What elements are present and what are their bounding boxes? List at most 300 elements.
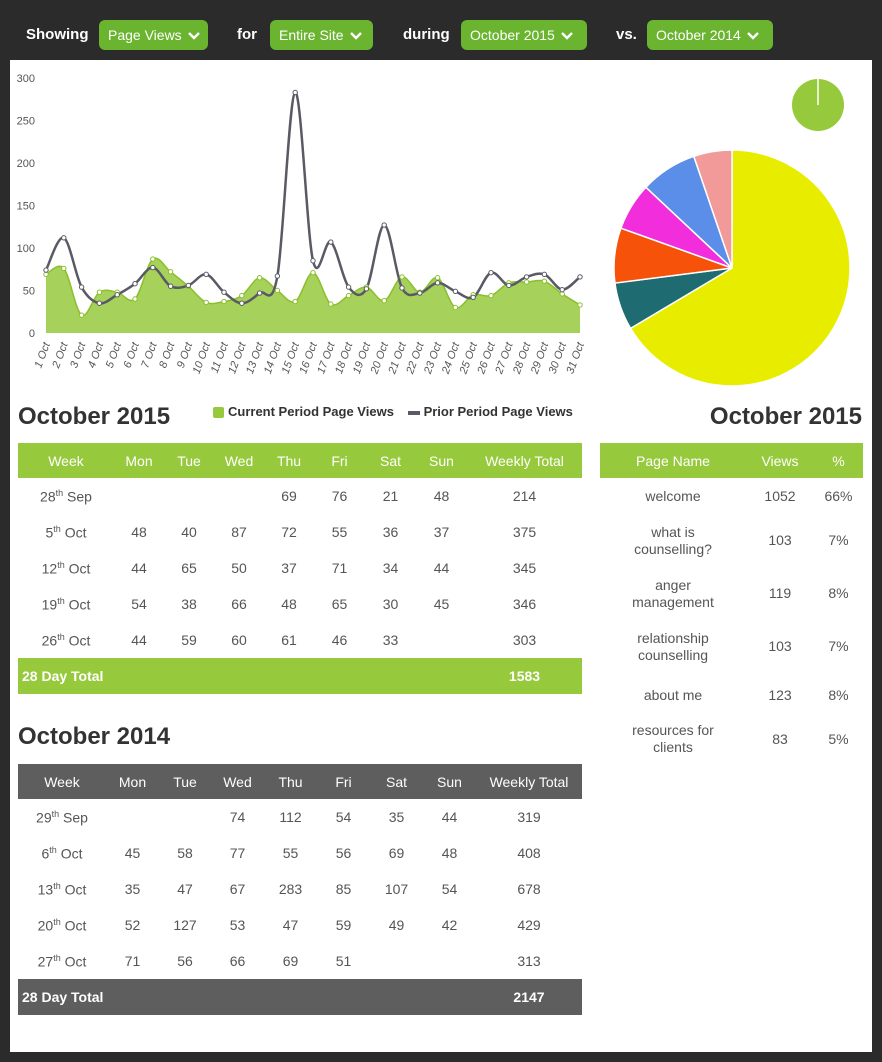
x-tick-label: 7 Oct — [139, 340, 160, 370]
current-point — [257, 276, 261, 280]
weekly-total-cell: 214 — [512, 488, 537, 504]
prior-point — [453, 289, 457, 293]
week-day-suffix: th — [53, 523, 61, 534]
week-month: Oct — [64, 881, 87, 898]
x-tick-label: 26 Oct — [475, 340, 498, 376]
day-cell: 42 — [441, 917, 458, 933]
period-dropdown-label: October 2015 — [470, 27, 555, 43]
day-cell: 40 — [181, 524, 197, 540]
prior-point — [329, 240, 333, 244]
dashboard-panel — [10, 60, 872, 1052]
prior-point — [97, 301, 101, 305]
chevron-down-icon — [561, 21, 573, 51]
page-views-cell: 103 — [768, 638, 792, 654]
day-cell: 36 — [382, 524, 399, 540]
x-tick-label: 1 Oct — [32, 340, 53, 370]
total-row — [18, 979, 582, 1015]
page-pct-cell: 5% — [828, 730, 849, 747]
day-cell: 74 — [229, 809, 246, 825]
week-day: 5 — [45, 524, 54, 541]
day-cell: 54 — [131, 596, 147, 612]
prior-point — [204, 272, 208, 276]
x-tick-label: 29 Oct — [528, 340, 552, 376]
page-views-cell: 119 — [768, 585, 792, 601]
x-tick-label: 3 Oct — [68, 340, 89, 370]
day-cell: 65 — [331, 596, 348, 612]
table-row — [18, 514, 582, 550]
x-tick-label: 10 Oct — [190, 340, 214, 376]
table-row — [18, 943, 582, 979]
prior-point — [560, 287, 564, 291]
current-point — [346, 293, 350, 297]
y-tick-label: 200 — [16, 158, 35, 170]
day-cell: 56 — [335, 845, 352, 861]
y-tick-label: 0 — [28, 328, 35, 340]
column-header: Page Name — [600, 443, 746, 478]
week-month: Sep — [63, 809, 88, 826]
current-point — [524, 280, 528, 284]
table-row — [600, 673, 863, 717]
day-cell: 35 — [388, 809, 405, 825]
week-day-suffix: th — [57, 559, 65, 570]
table-row — [18, 799, 582, 835]
week-cell — [18, 835, 106, 871]
week-day-suffix: th — [53, 880, 61, 891]
column-header: Mon — [106, 764, 159, 799]
current-point — [400, 275, 404, 279]
day-cell: 48 — [433, 488, 450, 504]
column-header: Sun — [416, 443, 467, 478]
week-day: 12 — [41, 560, 58, 577]
x-tick-label: 9 Oct — [174, 340, 196, 370]
page-views-cell: 123 — [768, 686, 792, 703]
day-cell: 76 — [331, 488, 348, 504]
day-cell: 55 — [331, 524, 348, 540]
prior-point — [133, 282, 137, 286]
x-tick-label: 6 Oct — [121, 340, 142, 370]
week-day-suffix: th — [49, 844, 57, 855]
day-cell: 69 — [388, 845, 405, 861]
week-month: Oct — [60, 845, 83, 862]
current-point — [293, 299, 297, 303]
day-cell: 44 — [433, 560, 450, 576]
prior-point — [400, 286, 404, 290]
day-cell: 66 — [229, 953, 246, 969]
x-tick-label: 15 Oct — [279, 340, 303, 376]
table-row — [18, 478, 582, 514]
y-tick-label: 250 — [16, 115, 35, 128]
week-cell — [18, 799, 106, 835]
day-cell: 21 — [382, 488, 399, 504]
prior-point — [418, 291, 422, 295]
week-day: 6 — [41, 845, 50, 862]
day-cell: 48 — [441, 845, 458, 861]
page-pct-cell: 7% — [828, 638, 849, 654]
total-label: 28 Day Total — [18, 658, 467, 694]
day-cell: 71 — [331, 560, 348, 576]
day-cell: 56 — [177, 953, 193, 969]
y-tick-label: 50 — [22, 285, 35, 298]
prior-period-heading: October 2014 — [18, 723, 171, 750]
page-views-table — [600, 443, 863, 761]
table-row — [600, 514, 863, 567]
x-tick-label: 14 Oct — [261, 340, 285, 376]
weekly-total-cell: 303 — [512, 632, 537, 648]
current-point — [329, 302, 333, 306]
total-row — [18, 658, 582, 694]
current-point — [44, 272, 48, 276]
day-cell: 37 — [433, 524, 450, 540]
column-header: Sat — [370, 764, 423, 799]
week-day: 27 — [37, 953, 54, 970]
x-tick-label: 11 Oct — [208, 340, 231, 375]
prior-point — [186, 283, 190, 287]
table-row — [18, 835, 582, 871]
chevron-down-icon — [188, 21, 200, 51]
prior-point — [44, 268, 48, 272]
table-row — [18, 586, 582, 622]
day-cell: 69 — [281, 488, 297, 504]
week-cell — [18, 514, 114, 550]
page-views-cell: 1052 — [764, 487, 796, 504]
page-views-cell: 83 — [772, 730, 788, 747]
week-month: Oct — [64, 524, 87, 541]
day-cell: 48 — [281, 596, 297, 612]
table-row — [600, 717, 863, 761]
y-tick-label: 300 — [16, 73, 35, 85]
legend-swatch-current — [213, 407, 224, 418]
day-cell: 65 — [181, 560, 197, 576]
current-point — [79, 313, 83, 317]
current-period-table — [18, 443, 582, 694]
weekly-total-cell: 319 — [517, 809, 541, 825]
prior-point — [275, 274, 279, 278]
prior-point — [578, 275, 582, 279]
showing-label: Showing — [26, 26, 89, 43]
page-views-cell: 103 — [768, 532, 792, 548]
week-cell — [18, 586, 114, 622]
day-cell — [214, 478, 264, 514]
current-period-area — [46, 258, 580, 333]
current-point — [222, 299, 226, 303]
week-cell — [18, 871, 106, 907]
day-cell: 45 — [124, 845, 141, 861]
table-row — [18, 907, 582, 943]
current-point — [542, 279, 546, 283]
page-name-cell: what is counselling? — [634, 523, 712, 557]
prior-point — [542, 272, 546, 276]
day-cell: 52 — [124, 917, 141, 933]
scope-dropdown-label: Entire Site — [279, 27, 344, 43]
week-day-suffix: th — [51, 808, 60, 819]
x-tick-label: 2 Oct — [50, 340, 71, 370]
day-cell: 44 — [131, 560, 147, 576]
current-point — [275, 288, 279, 292]
column-header: Wed — [214, 443, 264, 478]
week-month: Oct — [64, 917, 87, 934]
weekly-total-cell: 375 — [512, 524, 537, 540]
x-tick-label: 30 Oct — [546, 340, 570, 376]
week-month: Oct — [68, 632, 91, 649]
table-row — [600, 567, 863, 620]
column-header: Fri — [314, 443, 365, 478]
day-cell: 67 — [229, 881, 246, 897]
page-pct-cell: 8% — [828, 585, 849, 601]
page-name-cell: about me — [643, 686, 703, 703]
period-dropdown[interactable] — [461, 20, 587, 50]
week-day-suffix: th — [53, 952, 61, 963]
prior-point — [311, 259, 315, 263]
prior-period-table — [18, 764, 582, 1015]
page-name-cell: welcome — [645, 487, 701, 504]
week-day: 13 — [37, 881, 54, 898]
day-cell: 30 — [382, 596, 399, 612]
week-day: 28 — [40, 488, 56, 505]
week-day-suffix: th — [53, 916, 61, 927]
week-day-suffix: th — [57, 631, 65, 642]
metric-dropdown[interactable] — [99, 20, 208, 50]
x-tick-label: 28 Oct — [511, 340, 534, 376]
x-tick-label: 19 Oct — [350, 340, 374, 376]
week-month: Oct — [68, 560, 91, 577]
day-cell: 58 — [177, 845, 193, 861]
x-tick-label: 13 Oct — [244, 340, 267, 376]
prior-point — [79, 285, 83, 289]
page-pct-cell: 7% — [828, 532, 849, 548]
column-header: Thu — [264, 764, 317, 799]
current-point — [311, 270, 315, 274]
current-point — [578, 303, 582, 307]
current-point — [382, 299, 386, 303]
week-month: Sep — [67, 488, 92, 505]
day-cell: 59 — [335, 917, 352, 933]
y-tick-label: 100 — [16, 243, 35, 255]
week-cell — [18, 622, 114, 658]
prior-point — [293, 90, 297, 94]
current-point — [133, 297, 137, 301]
weekly-total-cell: 345 — [512, 560, 537, 576]
day-cell: 46 — [331, 632, 348, 648]
prior-point — [382, 223, 386, 227]
day-cell: 66 — [231, 596, 247, 612]
x-tick-label: 24 Oct — [439, 340, 463, 376]
day-cell: 87 — [231, 524, 247, 540]
week-day: 19 — [41, 596, 58, 613]
table-row — [18, 622, 582, 658]
prior-point — [507, 283, 511, 287]
day-cell — [423, 943, 476, 979]
y-tick-label: 150 — [16, 200, 35, 213]
column-header: Tue — [164, 443, 214, 478]
day-cell: 69 — [282, 953, 299, 969]
day-cell — [416, 622, 467, 658]
for-label: for — [237, 26, 257, 43]
weekly-total-cell: 346 — [512, 596, 537, 612]
weekly-total-cell: 313 — [517, 953, 541, 969]
day-cell: 35 — [124, 881, 141, 897]
legend-prior: Prior Period Page Views — [423, 404, 573, 419]
page-name-cell: anger management — [632, 576, 714, 610]
day-cell: 72 — [281, 524, 297, 540]
x-tick-label: 21 Oct — [386, 340, 409, 376]
current-point — [435, 276, 439, 280]
current-point — [240, 293, 244, 297]
day-cell: 47 — [177, 881, 193, 897]
current-point — [453, 305, 457, 309]
prior-point — [151, 265, 155, 269]
day-cell: 47 — [282, 917, 299, 933]
x-tick-label: 27 Oct — [493, 340, 516, 376]
during-label: during — [403, 26, 450, 43]
x-tick-label: 17 Oct — [315, 340, 338, 376]
scope-dropdown[interactable] — [270, 20, 373, 50]
column-header: Weekly Total — [476, 764, 582, 799]
day-cell: 33 — [382, 632, 399, 648]
week-day-suffix: th — [57, 595, 65, 606]
week-cell — [18, 907, 106, 943]
column-header: Week — [18, 764, 106, 799]
day-cell: 48 — [131, 524, 147, 540]
prior-point — [222, 290, 226, 294]
current-point — [204, 300, 208, 304]
day-cell: 54 — [335, 809, 352, 825]
table-row — [18, 871, 582, 907]
week-month: Oct — [64, 953, 87, 970]
day-cell: 37 — [281, 560, 297, 576]
weekly-total-cell: 408 — [517, 845, 541, 861]
week-day: 26 — [41, 632, 58, 649]
current-point — [62, 266, 66, 270]
column-header: % — [814, 443, 863, 478]
week-day: 20 — [37, 917, 54, 934]
column-header: Fri — [317, 764, 370, 799]
x-tick-label: 25 Oct — [457, 340, 481, 376]
week-month: Oct — [68, 596, 91, 613]
day-cell: 71 — [124, 953, 141, 969]
current-period-heading: October 2015 — [18, 403, 171, 430]
prior-point — [240, 301, 244, 305]
day-cell — [114, 478, 164, 514]
current-point — [560, 292, 564, 296]
column-header: Tue — [159, 764, 211, 799]
table-row — [600, 620, 863, 673]
x-tick-label: 5 Oct — [103, 340, 125, 370]
total-value: 2147 — [476, 979, 582, 1015]
week-cell — [18, 943, 106, 979]
legend-current: Current Period Page Views — [228, 404, 394, 419]
legend-swatch-prior — [408, 411, 420, 415]
week-day: 29 — [36, 809, 52, 826]
current-point — [151, 257, 155, 261]
filter-bar — [0, 0, 882, 60]
metric-dropdown-label: Page Views — [108, 27, 182, 43]
column-header: Wed — [211, 764, 264, 799]
vs-label: vs. — [616, 26, 637, 43]
prior-point — [168, 284, 172, 288]
x-tick-label: 20 Oct — [368, 340, 392, 376]
x-tick-label: 23 Oct — [422, 340, 445, 376]
day-cell: 44 — [131, 632, 147, 648]
prior-point — [364, 287, 368, 291]
week-day-suffix: th — [55, 487, 64, 498]
week-cell — [18, 550, 114, 586]
prior-point — [62, 236, 66, 240]
x-tick-label: 18 Oct — [333, 340, 356, 376]
weekly-total-cell: 678 — [517, 881, 541, 897]
compare-period-dropdown[interactable] — [647, 20, 773, 50]
day-cell: 51 — [335, 953, 352, 969]
column-header: Week — [18, 443, 114, 478]
day-cell: 283 — [278, 881, 303, 897]
page-pct-cell: 66% — [824, 487, 853, 504]
pages-heading: October 2015 — [709, 403, 862, 430]
column-header: Sun — [423, 764, 476, 799]
day-cell — [106, 799, 159, 835]
table-row — [600, 478, 863, 514]
day-cell — [159, 799, 211, 835]
page-pct-cell: 8% — [828, 686, 849, 703]
day-cell: 77 — [229, 845, 246, 861]
prior-point — [257, 291, 261, 295]
column-header: Weekly Total — [467, 443, 582, 478]
day-cell: 34 — [382, 560, 399, 576]
daily-views-chart — [10, 60, 872, 400]
day-cell: 38 — [181, 596, 197, 612]
column-header: Views — [746, 443, 814, 478]
x-tick-label: 8 Oct — [157, 340, 178, 370]
column-header: Thu — [264, 443, 314, 478]
prior-point — [489, 270, 493, 274]
chevron-down-icon — [350, 21, 362, 51]
total-label: 28 Day Total — [18, 979, 476, 1015]
prior-point — [524, 275, 528, 279]
weekly-total-cell: 429 — [517, 917, 541, 933]
day-cell: 54 — [441, 881, 458, 897]
chart-legend — [213, 404, 573, 419]
x-tick-label: 4 Oct — [85, 340, 107, 370]
day-cell: 50 — [231, 560, 247, 576]
x-tick-label: 31 Oct — [564, 340, 587, 376]
prior-point — [115, 293, 119, 297]
day-cell: 55 — [282, 845, 299, 861]
day-cell — [370, 943, 423, 979]
x-tick-label: 22 Oct — [404, 340, 427, 376]
day-cell: 61 — [281, 632, 297, 648]
day-cell: 44 — [441, 809, 458, 825]
current-point — [97, 290, 101, 294]
current-point — [168, 270, 172, 274]
x-tick-label: 12 Oct — [226, 340, 249, 376]
prior-point — [346, 285, 350, 289]
week-cell — [18, 478, 114, 514]
compare-period-dropdown-label: October 2014 — [656, 27, 741, 43]
day-cell: 85 — [335, 881, 352, 897]
column-header: Mon — [114, 443, 164, 478]
prior-point — [471, 295, 475, 299]
day-cell: 45 — [433, 596, 450, 612]
table-row — [18, 550, 582, 586]
chevron-down-icon — [747, 21, 759, 51]
day-cell: 59 — [181, 632, 197, 648]
day-cell: 60 — [231, 632, 247, 648]
day-cell — [164, 478, 214, 514]
column-header: Sat — [365, 443, 416, 478]
day-cell: 127 — [173, 917, 197, 933]
day-cell: 107 — [384, 881, 409, 897]
x-tick-label: 16 Oct — [297, 340, 320, 376]
day-cell: 112 — [279, 809, 302, 825]
prior-point — [435, 281, 439, 285]
